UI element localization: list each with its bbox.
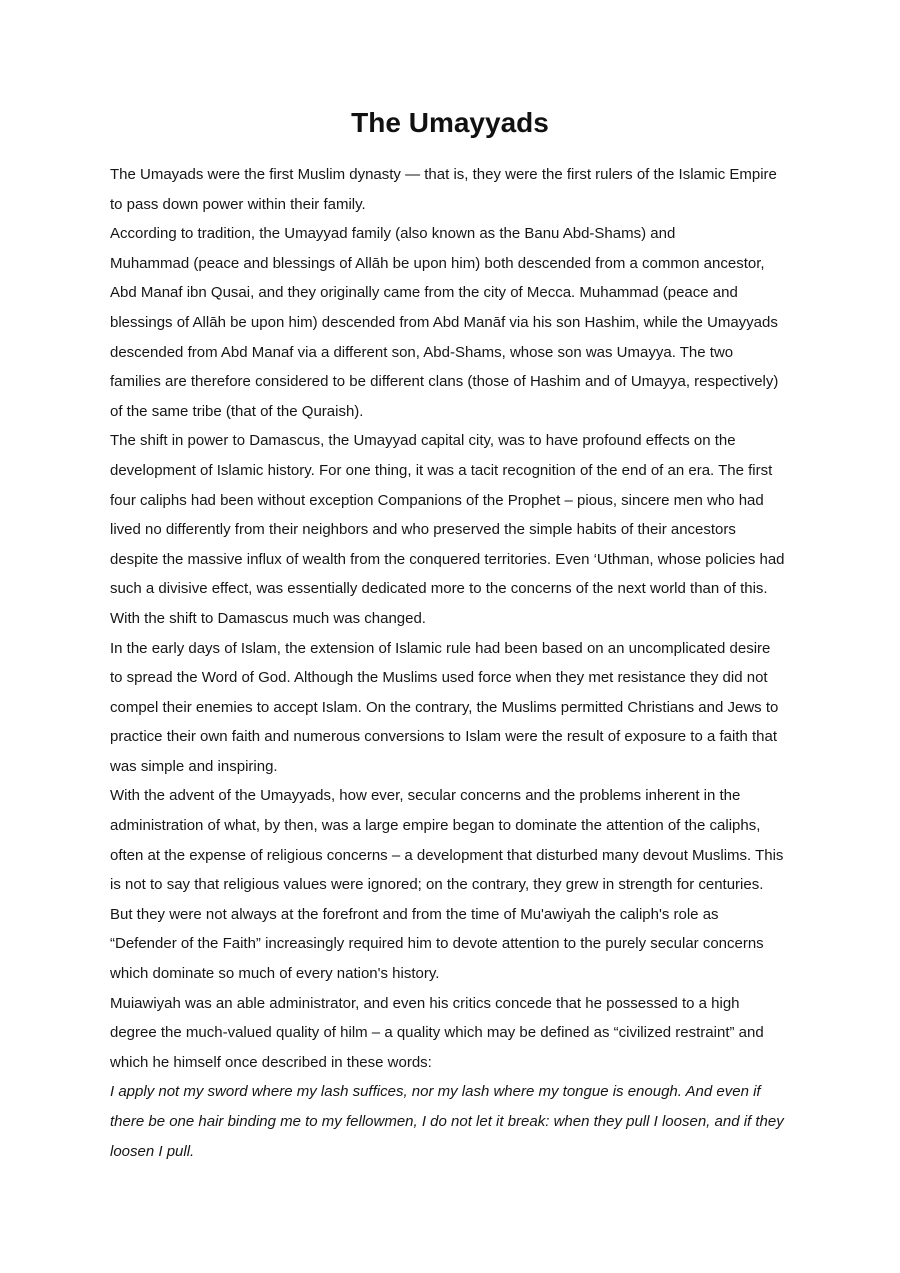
text-line: was simple and inspiring.	[110, 757, 278, 775]
paragraph	[110, 160, 802, 219]
text-line: which dominate so much of every nation's history.	[110, 965, 440, 983]
text-line: Muhammad (peace and blessings of Allāh be upon him) both descended from a common ancestor,	[110, 254, 765, 272]
text-line: With the advent of the Umayyads, how ever, secular concerns and the problems inherent in the	[110, 787, 741, 805]
text-line: The Umayads were the first Muslim dynasty — that is, they were the first rulers of the Islamic Empire	[110, 166, 777, 183]
document-title: The Umayyads	[351, 107, 549, 138]
text-line: to pass down power within their family.	[110, 195, 366, 213]
text-line: such a divisive effect, was essentially dedicated more to the concerns of the next world than of this.	[110, 580, 768, 598]
text-line: Muiawiyah was an able administrator, and even his critics concede that he possessed to a high	[110, 994, 740, 1012]
text-line: which he himself once described in these words:	[110, 1053, 432, 1071]
text-line: With the shift to Damascus much was changed.	[110, 609, 426, 627]
text-line: lived no differently from their neighbors and who preserved the simple habits of their ancestors	[110, 521, 736, 539]
text-line: compel their enemies to accept Islam. On the contrary, the Muslims permitted Christians and Jews to	[110, 698, 779, 716]
text-line: despite the massive influx of wealth from the conquered territories. Even ‘Uthman, whose policies had	[110, 550, 785, 568]
paragraph	[110, 219, 802, 426]
paragraph	[110, 781, 802, 988]
text-line: to spread the Word of God. Although the Muslims used force when they met resistance they did not	[110, 669, 768, 687]
text-line: degree the much-valued quality of hilm – a quality which may be defined as “civilized restraint” and	[110, 1024, 764, 1042]
paragraph	[110, 1077, 802, 1166]
text-line: there be one hair binding me to my fellowmen, I do not let it break: when they pull I loosen, and if they	[110, 1113, 784, 1130]
paragraph	[110, 426, 802, 633]
text-line: administration of what, by then, was a large empire began to dominate the attention of the caliphs,	[110, 817, 761, 835]
text-line: descended from Abd Manaf via a different son, Abd-Shams, whose son was Umayya. The two	[110, 343, 734, 361]
text-line: The shift in power to Damascus, the Umayyad capital city, was to have profound effects on the	[110, 432, 736, 450]
text-line: I apply not my sword where my lash suffices, nor my lash where my tongue is enough. And even if	[110, 1083, 761, 1101]
paragraph	[110, 989, 802, 1078]
text-line: loosen I pull.	[110, 1142, 195, 1160]
text-line: According to tradition, the Umayyad family (also known as the Banu Abd-Shams) and	[110, 225, 676, 243]
text-line: development of Islamic history. For one thing, it was a tacit recognition of the end of an era. The first	[110, 461, 773, 479]
text-line: But they were not always at the forefront and from the time of Mu'awiyah the caliph's role as	[110, 905, 719, 923]
text-line: of the same tribe (that of the Quraish).	[110, 402, 364, 420]
text-line: “Defender of the Faith” increasingly required him to devote attention to the purely secular concerns	[110, 935, 764, 953]
text-line: often at the expense of religious concerns – a development that disturbed many devout Muslims. This	[110, 846, 784, 864]
paragraph	[110, 634, 802, 782]
text-line: blessings of Allāh be upon him) descended from Abd Manāf via his son Hashim, while the Umayyads	[110, 313, 778, 331]
text-line: Abd Manaf ibn Qusai, and they originally came from the city of Mecca. Muhammad (peace and	[110, 284, 738, 302]
text-line: is not to say that religious values were ignored; on the contrary, they grew in strength for centuries.	[110, 876, 764, 894]
text-line: families are therefore considered to be different clans (those of Hashim and of Umayya, respectively)	[110, 373, 779, 391]
text-line: practice their own faith and numerous conversions to Islam were the result of exposure to a faith that	[110, 728, 778, 746]
text-line: four caliphs had been without exception Companions of the Prophet – pious, sincere men who had	[110, 491, 764, 509]
text-line: In the early days of Islam, the extension of Islamic rule had been based on an uncomplicated desire	[110, 639, 771, 657]
document-body	[110, 160, 802, 1166]
